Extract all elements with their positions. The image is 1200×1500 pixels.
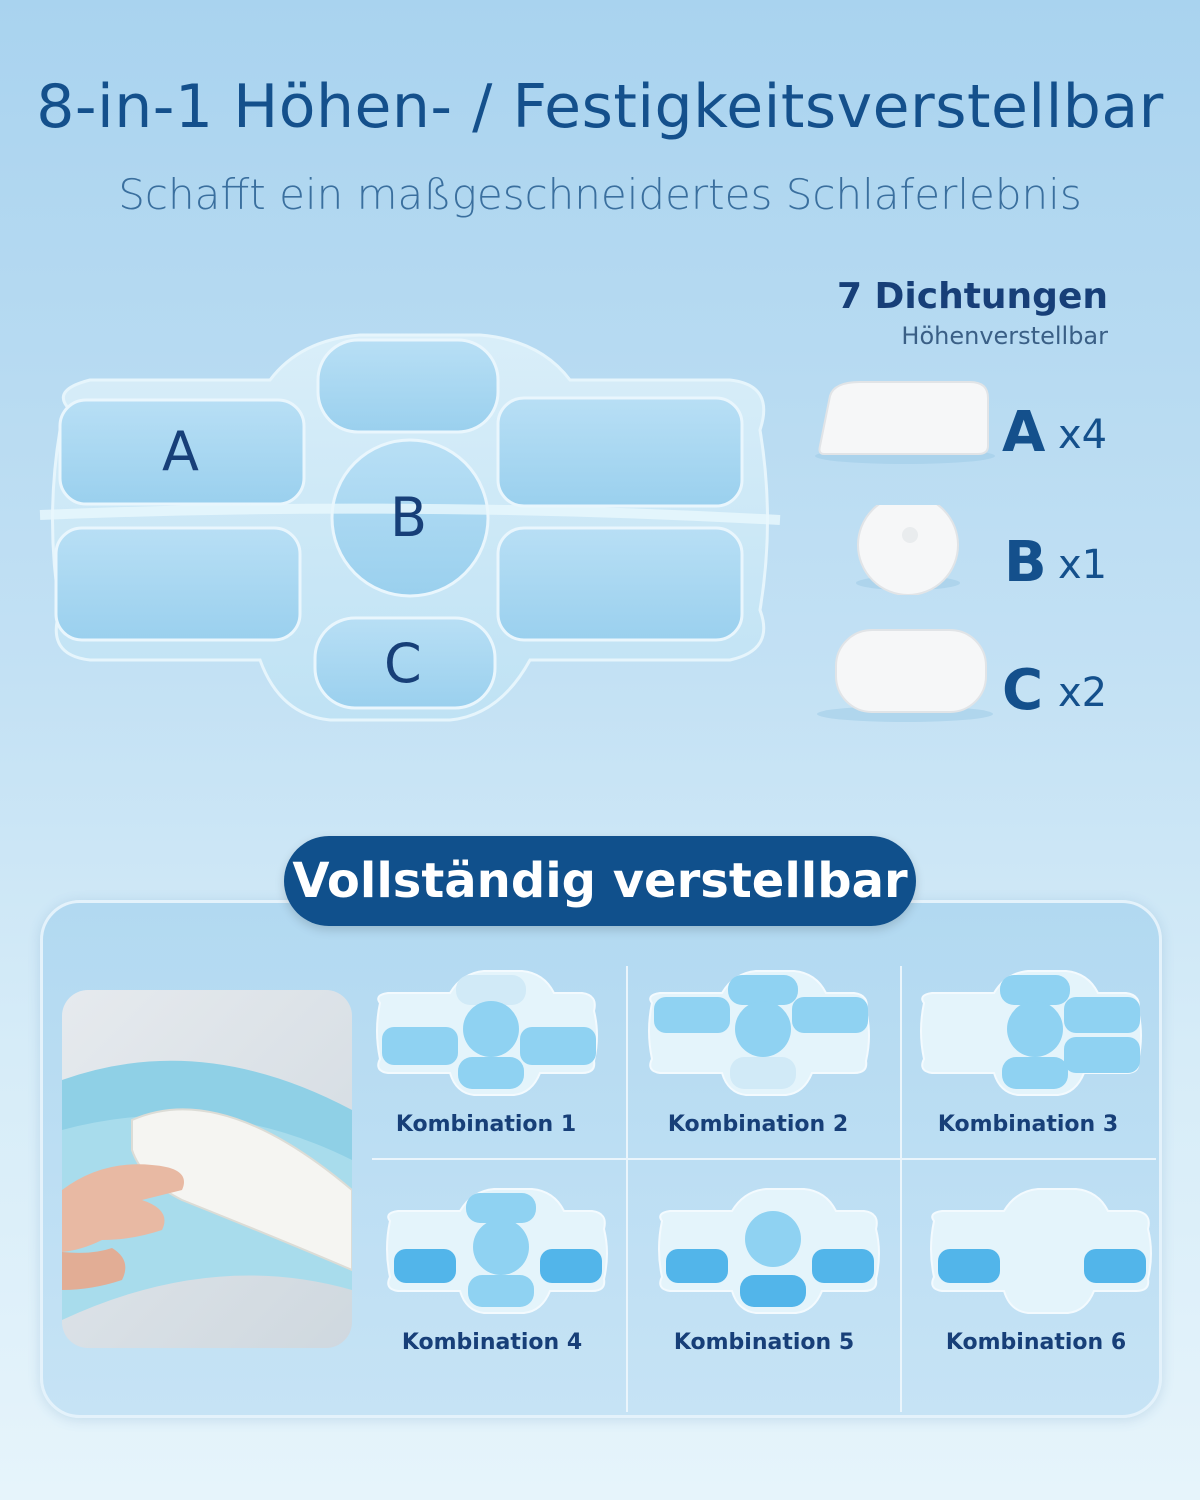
slot-left-bottom [56, 528, 300, 640]
pads-title: 7 Dichtungen [836, 276, 1108, 317]
slot-right-bottom [498, 528, 742, 640]
combo-2-label: Kombination 2 [667, 1112, 849, 1137]
pad-c-count: x2 [1058, 670, 1108, 716]
pad-a-count: x4 [1058, 412, 1108, 458]
pad-c-letter: C [1002, 658, 1044, 723]
fully-adjustable-badge: Vollständig verstellbar [284, 836, 916, 926]
combo-4-illustration [387, 1189, 607, 1313]
diagram-label-a: A [162, 420, 199, 483]
combo-4-label: Kombination 4 [401, 1330, 583, 1355]
pad-b-count: x1 [1058, 542, 1108, 588]
combo-6-label: Kombination 6 [945, 1330, 1127, 1355]
pad-b-image [850, 505, 970, 595]
insert-photo [62, 990, 352, 1348]
combo-5-illustration [659, 1189, 879, 1313]
pad-c-image [810, 626, 1000, 726]
combo-3-illustration [921, 971, 1141, 1095]
diagram-label-c: C [384, 632, 422, 695]
combo-2-illustration [649, 971, 869, 1095]
combo-6-illustration [931, 1189, 1151, 1313]
page-title: 8-in-1 Höhen- / Festigkeitsverstellbar [36, 72, 1164, 142]
page-subtitle: Schafft ein maßgeschneidertes Schlaferlebnis [118, 170, 1082, 219]
pad-a-image [810, 376, 1000, 466]
combination-illustrations [372, 965, 1156, 1385]
combo-5-label: Kombination 5 [673, 1330, 855, 1355]
combo-3-label: Kombination 3 [937, 1112, 1119, 1137]
pad-b-letter: B [1004, 530, 1047, 595]
slot-right-top [498, 398, 742, 506]
pads-subtitle: Höhenverstellbar [901, 322, 1108, 350]
combo-1-illustration [377, 971, 597, 1095]
combo-1-label: Kombination 1 [395, 1112, 577, 1137]
pad-a-letter: A [1002, 400, 1046, 465]
slot-top [318, 340, 498, 432]
hand-insert-illustration [62, 990, 352, 1348]
diagram-label-b: B [390, 486, 428, 549]
